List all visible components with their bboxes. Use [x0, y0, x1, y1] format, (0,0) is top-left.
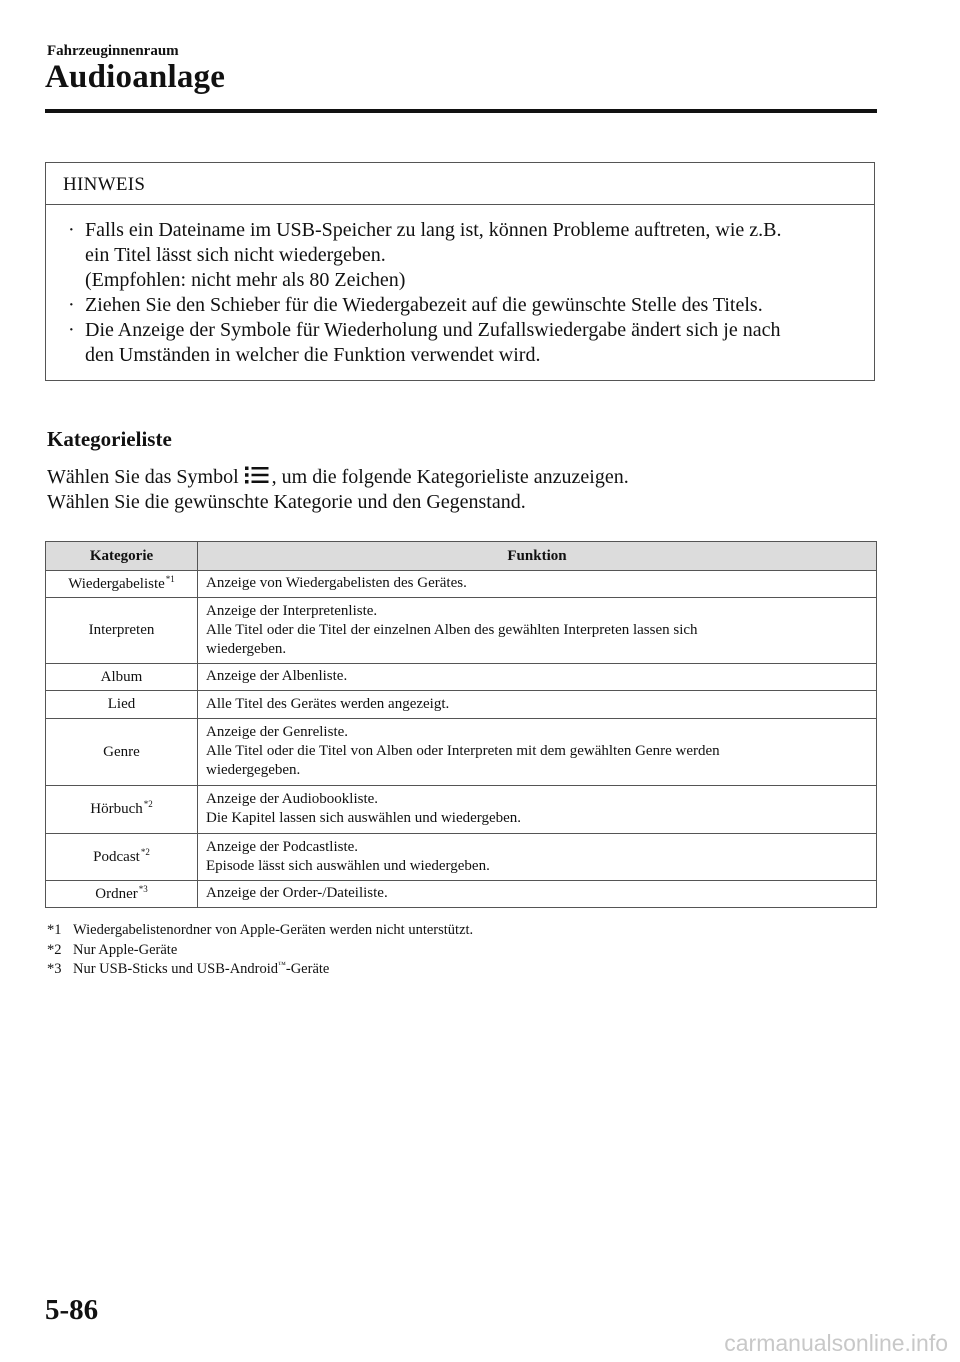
category-heading: Kategorieliste — [47, 427, 172, 451]
bullet-icon: · — [68, 219, 75, 241]
function-line: Alle Titel des Gerätes werden angezeigt. — [206, 695, 450, 712]
footnotes — [47, 921, 473, 980]
bullet-icon: · — [68, 319, 75, 341]
function-line: Anzeige der Audiobookliste. — [206, 791, 379, 807]
footnote-number: *2 — [47, 941, 62, 958]
watermark: carmanualsonline.info — [724, 1330, 948, 1356]
function-line: wiedergeben. — [206, 640, 287, 657]
notice-text: ein Titel lässt sich nicht wiedergeben. — [85, 244, 386, 266]
table-row — [46, 719, 877, 786]
table-row — [46, 834, 877, 881]
footnote-text: Wiedergabelistenordner von Apple-Geräten werden nicht unterstützt. — [73, 922, 474, 938]
function-line: Anzeige der Order-/Dateiliste. — [206, 885, 388, 901]
category-cell — [46, 598, 198, 664]
category-name: Wiedergabeliste — [68, 575, 165, 592]
footnote — [47, 960, 473, 980]
footnote-mark: *3 — [138, 883, 148, 894]
category-name: Hörbuch — [90, 801, 143, 817]
footnote-text: Nur USB-Sticks und USB-Android — [73, 961, 279, 977]
notice-item — [46, 293, 874, 318]
function-line: Anzeige von Wiedergabelisten des Gerätes. — [206, 575, 467, 591]
category-cell — [46, 571, 198, 598]
footnote-mark: *2 — [143, 799, 153, 809]
function-line: Anzeige der Interpretenliste. — [206, 602, 378, 619]
trademark-mark: ™ — [278, 960, 286, 969]
function-cell — [198, 719, 877, 786]
notice-list — [46, 205, 874, 368]
function-line: Anzeige der Podcastliste. — [206, 838, 359, 855]
category-name: Album — [100, 668, 143, 685]
title-divider — [45, 109, 877, 113]
footnote-mark: *1 — [165, 573, 175, 584]
category-cell — [46, 691, 198, 719]
category-name: Podcast — [93, 848, 140, 865]
function-line: Alle Titel oder die Titel der einzelnen Alben des gewählten Interpreten lassen sich — [206, 621, 698, 638]
category-name: Ordner — [95, 885, 138, 902]
table-row — [46, 571, 877, 598]
category-name: Lied — [107, 696, 136, 712]
function-line: wiedergegeben. — [206, 762, 301, 778]
notice-item — [46, 218, 874, 293]
intro-line-1 — [47, 465, 629, 490]
function-cell — [198, 881, 877, 908]
category-cell — [46, 664, 198, 691]
category-cell — [46, 786, 198, 834]
column-header-function: Funktion — [198, 542, 877, 571]
function-cell — [198, 664, 877, 691]
category-name: Interpreten — [88, 622, 155, 638]
table-row — [46, 881, 877, 908]
function-line: Anzeige der Genreliste. — [206, 724, 349, 740]
page-number: 5-86 — [45, 1294, 99, 1326]
notice-text: Ziehen Sie den Schieber für die Wiedergabezeit auf die gewünschte Stelle des Titels. — [85, 294, 763, 316]
function-line: Episode lässt sich auswählen und wiedergeben. — [206, 857, 490, 874]
intro-text-after: , um die folgende Kategorieliste anzuzeigen. — [271, 466, 629, 488]
table-row — [46, 786, 877, 834]
footnote-mark: *2 — [140, 846, 150, 857]
list-icon — [244, 465, 270, 485]
function-line: Anzeige der Albenliste. — [206, 668, 348, 684]
notice-text: Falls ein Dateiname im USB-Speicher zu lang ist, können Probleme auftreten, wie z.B. — [85, 219, 782, 241]
footnote-number: *3 — [47, 961, 62, 977]
table-row — [46, 598, 877, 664]
section-label: Fahrzeuginnenraum — [47, 43, 179, 59]
footnote-text: Nur Apple-Geräte — [73, 941, 178, 958]
footnote-number: *1 — [47, 922, 62, 938]
notice-item — [46, 318, 874, 368]
intro-line-2: Wählen Sie die gewünschte Kategorie und den Gegenstand. — [47, 491, 526, 513]
category-name: Genre — [103, 743, 140, 760]
category-cell — [46, 834, 198, 881]
function-cell — [198, 834, 877, 881]
footnote — [47, 941, 473, 961]
function-cell — [198, 598, 877, 664]
function-cell — [198, 691, 877, 719]
footnote-suffix: -Geräte — [285, 961, 330, 977]
function-line: Die Kapitel lassen sich auswählen und wiedergeben. — [206, 810, 522, 826]
category-intro — [47, 465, 629, 515]
category-cell — [46, 881, 198, 908]
table-header-row — [46, 542, 877, 571]
page-title: Audioanlage — [45, 59, 226, 95]
footnote — [47, 921, 473, 941]
function-cell — [198, 786, 877, 834]
notice-text: den Umständen in welcher die Funktion verwendet wird. — [85, 344, 541, 366]
notice-heading: HINWEIS — [46, 163, 874, 205]
category-table — [45, 541, 877, 908]
notice-box — [45, 162, 875, 381]
table-row — [46, 664, 877, 691]
notice-text: (Empfohlen: nicht mehr als 80 Zeichen) — [85, 269, 406, 291]
column-header-category: Kategorie — [46, 542, 198, 571]
intro-text-before: Wählen Sie das Symbol — [47, 466, 239, 488]
notice-text: Die Anzeige der Symbole für Wiederholung und Zufallswiedergabe ändert sich je nach — [85, 319, 781, 341]
category-cell — [46, 719, 198, 786]
function-line: Alle Titel oder die Titel von Alben oder Interpreten mit dem gewählten Genre werden — [206, 743, 720, 759]
table-row — [46, 691, 877, 719]
bullet-icon: · — [68, 294, 75, 316]
function-cell — [198, 571, 877, 598]
